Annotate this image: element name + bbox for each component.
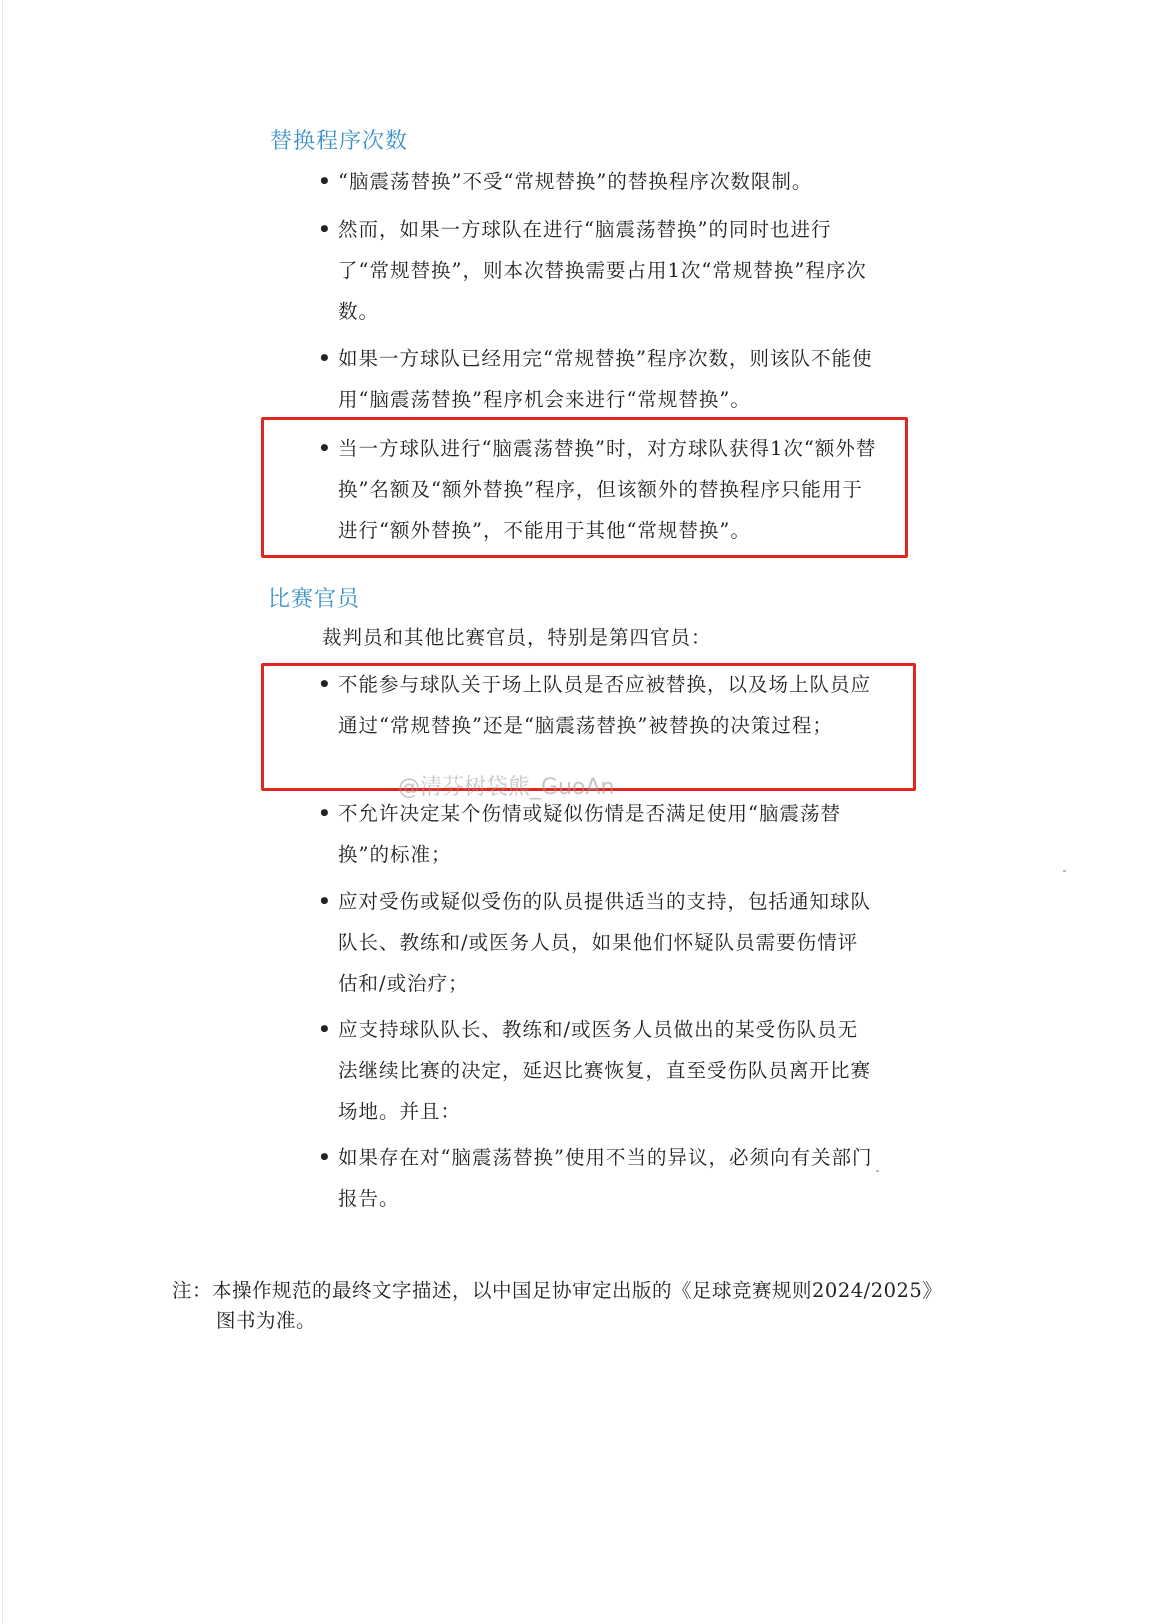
bullet-item xyxy=(318,161,878,206)
bullet-dot: • xyxy=(318,672,332,696)
weibo-watermark: @清芬树袋熊_GuoAn xyxy=(398,775,615,800)
bullet-dot: • xyxy=(318,801,332,825)
bullet-text: 应对受伤或疑似受伤的队员提供适当的支持，包括通知球队队长、教练和/或医务人员，如果他们怀疑队员需要伤情评估和/或治疗； xyxy=(338,890,872,995)
bullet-dot: • xyxy=(318,436,332,460)
officials-intro-text: 裁判员和其他比赛官员，特别是第四官员： xyxy=(322,626,712,649)
bullet-item xyxy=(318,209,878,334)
footnote-line-1: 注：本操作规范的最终文字描述，以中国足协审定出版的《足球竞赛规则2024/2025》 xyxy=(172,1279,943,1302)
bullet-dot: • xyxy=(318,1145,332,1169)
bullet-text: 当一方球队进行“脑震荡替换”时，对方球队获得1次“额外替换”名额及“额外替换”程序，但该额外的替换程序只能用于进行“额外替换”，不能用于其他“常规替换”。 xyxy=(338,437,877,542)
highlight-box-extra-substitution xyxy=(261,417,908,558)
section-heading-substitution-count: 替换程序次数 xyxy=(270,129,409,154)
footnote xyxy=(172,1276,962,1336)
bullet-item xyxy=(318,338,878,424)
bullet-text: 应支持球队队长、教练和/或医务人员做出的某受伤队员无法继续比赛的决定，延迟比赛恢复，直至受伤队员离开比赛场地。并且： xyxy=(338,1018,872,1123)
bullet-dot: • xyxy=(318,169,332,193)
bullet-item xyxy=(318,793,878,877)
bullet-text: 不能参与球队关于场上队员是否应被替换，以及场上队员应通过“常规替换”还是“脑震荡替换”被替换的决策过程； xyxy=(338,673,872,737)
bullet-text: 如果存在对“脑震荡替换”使用不当的异议，必须向有关部门报告。 xyxy=(338,1146,873,1210)
bullet-item xyxy=(318,881,878,1006)
scan-speck xyxy=(876,1170,879,1172)
section-heading-match-officials: 比赛官员 xyxy=(268,587,361,612)
bullet-text: 不允许决定某个伤情或疑似伤情是否满足使用“脑震荡替换”的标准； xyxy=(338,802,841,866)
bullet-item xyxy=(318,1137,878,1219)
bullet-text: 如果一方球队已经用完“常规替换”程序次数，则该队不能使用“脑震荡替换”程序机会来进行“常规替换”。 xyxy=(338,347,873,411)
footnote-line-2: 图书为准。 xyxy=(216,1309,317,1332)
bullet-dot: • xyxy=(318,217,332,241)
bullet-text: 然而，如果一方球队在进行“脑震荡替换”的同时也进行了“常规替换”，则本次替换需要占用1次“常规替换”程序次数。 xyxy=(338,218,867,323)
bullet-dot: • xyxy=(318,1017,332,1041)
bullet-dot: • xyxy=(318,346,332,370)
bullet-dot: • xyxy=(318,889,332,913)
bullet-text: “脑震荡替换”不受“常规替换”的替换程序次数限制。 xyxy=(338,170,813,193)
page-edge xyxy=(2,0,3,1624)
bullet-item xyxy=(318,1009,878,1134)
scan-speck xyxy=(1063,870,1066,872)
